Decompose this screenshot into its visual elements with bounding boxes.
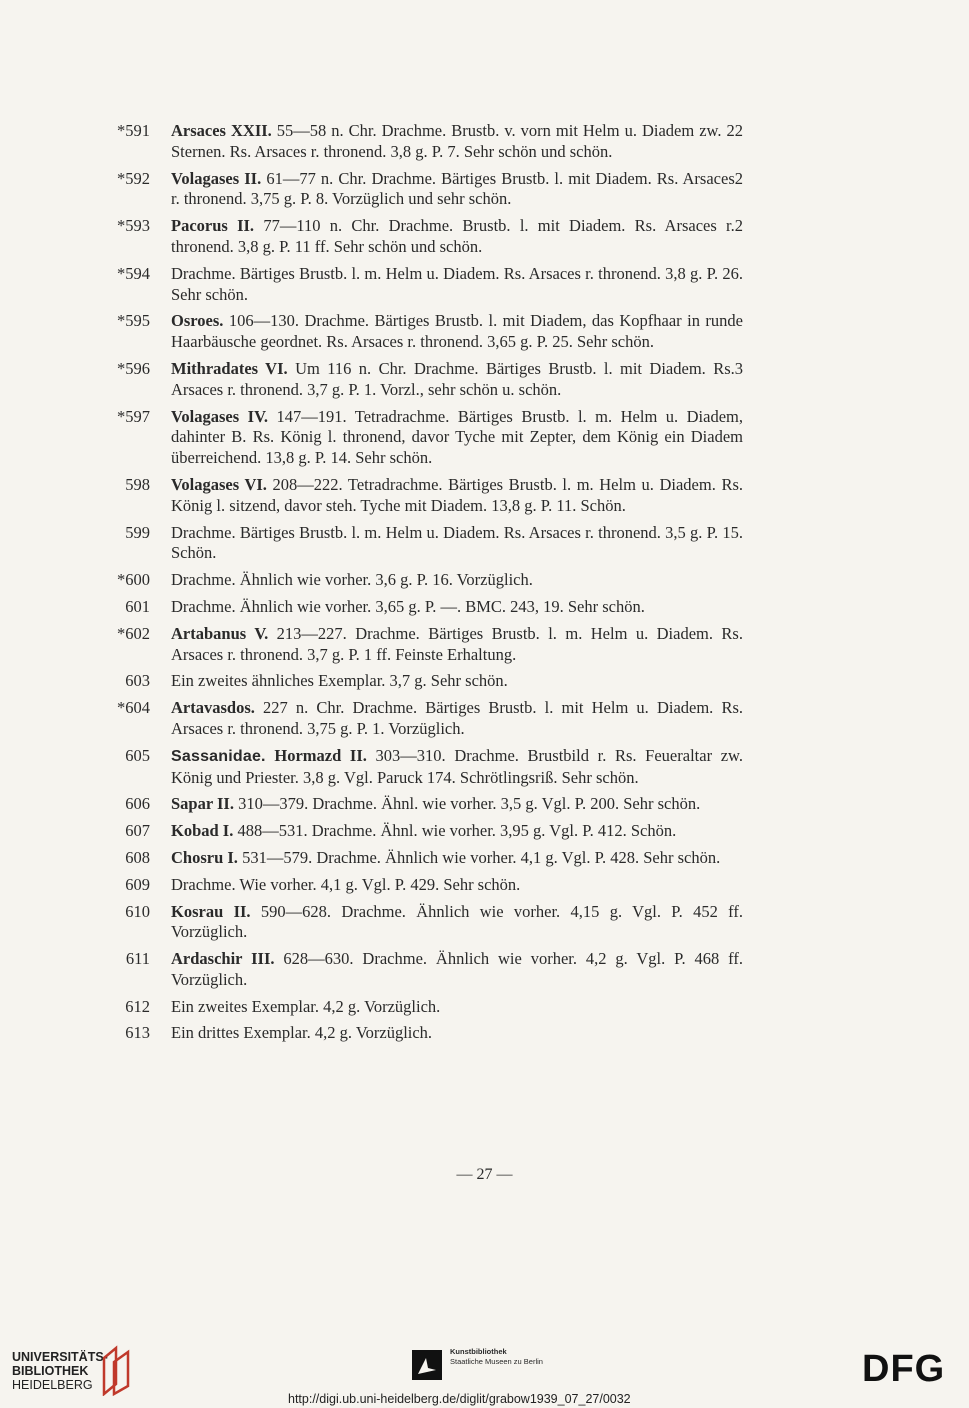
entry-list — [100, 121, 760, 1050]
uni-line-2: BIBLIOTHEK — [12, 1364, 89, 1378]
uni-line-3: HEIDELBERG — [12, 1378, 93, 1392]
entry-description — [171, 264, 743, 306]
catalog-entry — [100, 949, 760, 991]
entry-text: Drachme. Bärtiges Brustb. l. m. Helm u. Diadem. Rs. Arsaces r. thronend. 3,5 g. P. 15. Schön. — [171, 522, 743, 563]
entry-description — [171, 121, 743, 163]
entry-number: *597 — [117, 406, 150, 426]
catalog-entry — [100, 475, 760, 517]
catalog-entry — [100, 997, 760, 1018]
entry-ruler-name: Volagases II. — [171, 168, 262, 188]
entry-number: 612 — [125, 996, 150, 1016]
entry-description — [171, 875, 743, 896]
uni-line-1: UNIVERSITÄTS- — [12, 1350, 108, 1364]
entry-number: *600 — [117, 570, 150, 590]
entry-text: 488—531. Drachme. Ähnl. wie vorher. 3,95 g. Vgl. P. 412. Schön. — [233, 821, 677, 841]
entry-number: 613 — [125, 1023, 150, 1043]
entry-text: 303—310. Drachme. Brustbild r. Rs. Feueraltar zw. König und Priester. 3,8 g. Vgl. Paruck 174. Schrötlingsriß. Sehr schön. — [171, 745, 744, 787]
entry-ruler-name: Hormazd II. — [274, 745, 367, 765]
catalog-entry — [100, 407, 760, 469]
entry-text: Drachme. Ähnlich wie vorher. 3,65 g. P. —. BMC. 243, 19. Sehr schön. — [171, 596, 645, 616]
entry-number: 609 — [125, 874, 150, 894]
entry-ruler-name: Artabanus V. — [171, 623, 269, 643]
uni-heidelberg-logo-text[interactable] — [12, 1350, 108, 1392]
catalog-entry — [100, 746, 760, 789]
entry-number: *591 — [117, 121, 150, 140]
entry-number: 611 — [125, 949, 150, 969]
entry-number: 599 — [125, 522, 150, 542]
page-number: — 27 — — [456, 1166, 513, 1183]
footer — [0, 1330, 969, 1408]
catalog-entry — [100, 216, 760, 258]
entry-text: Drachme. Bärtiges Brustb. l. m. Helm u. Diadem. Rs. Arsaces r. thronend. 3,8 g. P. 26. Sehr schön. — [171, 263, 743, 304]
entry-description — [171, 624, 743, 666]
entry-ruler-name: Chosru I. — [171, 847, 238, 867]
entry-number: 598 — [125, 474, 150, 494]
entry-number: 603 — [125, 671, 150, 691]
entry-ruler-name: Arsaces XXII. — [171, 121, 272, 140]
catalog-entry — [100, 121, 760, 163]
entry-ruler-name: Pacorus II. — [171, 216, 255, 236]
catalog-entry — [100, 875, 760, 896]
entry-text: 106—130. Drachme. Bärtiges Brustb. l. mit Diadem, das Kopfhaar in runde Haarbäusche geordnet. Rs. Arsaces r. thronend. 3,65 g. P. 25. Sehr schön. — [171, 311, 743, 352]
catalog-entry — [100, 848, 760, 869]
entry-number: *595 — [117, 311, 150, 331]
catalog-entry — [100, 570, 760, 591]
entry-ruler-name: Kobad I. — [171, 821, 234, 841]
entry-ruler-name: Sapar II. — [171, 794, 234, 814]
catalog-entry — [100, 1023, 760, 1044]
entry-description — [171, 671, 743, 692]
catalog-entry — [100, 821, 760, 842]
kb-line-2: Staatliche Museen zu Berlin — [450, 1357, 543, 1366]
entry-description — [171, 902, 743, 944]
entry-description — [171, 359, 743, 401]
catalog-entry — [100, 698, 760, 740]
entry-description — [171, 746, 743, 789]
entry-text: Drachme. Wie vorher. 4,1 g. Vgl. P. 429. Sehr schön. — [171, 874, 521, 894]
catalog-entry — [100, 624, 760, 666]
catalog-entry — [100, 671, 760, 692]
source-url[interactable]: http://digi.ub.uni-heidelberg.de/diglit/grabow1939_07_27/0032 — [288, 1392, 631, 1406]
entry-number: *594 — [117, 263, 150, 283]
entry-dynasty: Sassanidae. — [171, 747, 266, 765]
entry-description — [171, 848, 743, 869]
entry-description — [171, 949, 743, 991]
entry-number: *604 — [117, 698, 150, 718]
entry-number: *596 — [117, 358, 150, 378]
catalog-entry — [100, 523, 760, 565]
entry-description — [171, 311, 743, 353]
entry-text: 310—379. Drachme. Ähnl. wie vorher. 3,5 g. Vgl. P. 200. Sehr schön. — [233, 794, 701, 814]
entry-ruler-name: Ardaschir III. — [171, 949, 275, 969]
entry-grade: 3 — [734, 358, 743, 378]
entry-number: *602 — [117, 623, 150, 643]
entry-text: Um 116 n. Chr. Drachme. Bärtiges Brustb. l. mit Diadem. Rs. Arsaces r. thronend. 3,7 g. P. 1. Vorzl., sehr schön u. schön. — [171, 358, 735, 399]
entry-description — [171, 794, 743, 815]
entry-grade: 2 — [734, 168, 743, 188]
entry-description — [171, 216, 743, 258]
entry-number: 607 — [125, 821, 150, 841]
entry-ruler-name: Volagases IV. — [171, 406, 268, 426]
entry-grade: 2 — [734, 121, 743, 140]
entry-ruler-name: Mithradates VI. — [171, 358, 288, 378]
catalog-entry — [100, 311, 760, 353]
entry-description — [171, 698, 743, 740]
entry-number: 606 — [125, 794, 150, 814]
entry-text: 628—630. Drachme. Ähnlich wie vorher. 4,2 g. Vgl. P. 468 ff. Vorzüglich. — [171, 949, 744, 989]
entry-description — [171, 997, 743, 1018]
dfg-logo[interactable]: DFG — [862, 1348, 946, 1390]
entry-text: Drachme. Ähnlich wie vorher. 3,6 g. P. 16. Vorzüglich. — [171, 570, 533, 590]
catalog-entry — [100, 264, 760, 306]
catalog-entry — [100, 169, 760, 211]
entry-description — [171, 597, 743, 618]
kunstbibliothek-icon — [412, 1350, 442, 1380]
entry-ruler-name: Osroes. — [171, 311, 224, 331]
entry-number: 610 — [125, 901, 150, 921]
entry-description — [171, 821, 743, 842]
entry-text: 531—579. Drachme. Ähnlich wie vorher. 4,1 g. Vgl. P. 428. Sehr schön. — [237, 847, 721, 867]
entry-number: 608 — [125, 847, 150, 867]
entry-text: 213—227. Drachme. Bärtiges Brustb. l. m. Helm u. Diadem. Rs. Arsaces r. thronend. 3,7 g. P. 1 ff. Feinste Erhaltung. — [171, 623, 743, 664]
entry-ruler-name: Kosrau II. — [171, 901, 251, 921]
entry-description — [171, 523, 743, 565]
entry-number: 601 — [125, 596, 150, 616]
entry-description — [171, 407, 743, 469]
entry-text: Ein zweites ähnliches Exemplar. 3,7 g. Sehr schön. — [171, 671, 508, 691]
catalog-entry — [100, 902, 760, 944]
catalog-entry — [100, 794, 760, 815]
uni-heidelberg-logo-icon — [100, 1344, 136, 1396]
catalog-entry — [100, 597, 760, 618]
entry-description — [171, 1023, 743, 1044]
entry-text: 77—110 n. Chr. Drachme. Brustb. l. mit Diadem. Rs. Arsaces r. thronend. 3,8 g. P. 11 ff. Sehr schön und schön. — [171, 216, 735, 256]
entry-description — [171, 570, 743, 591]
entry-ruler-name: Artavasdos. — [171, 698, 255, 718]
catalog-entry — [100, 359, 760, 401]
entry-grade: 2 — [734, 216, 743, 236]
entry-number: 605 — [125, 745, 150, 765]
entry-text: 55—58 n. Chr. Drachme. Brustb. v. vorn mit Helm u. Diadem zw. 2 Sternen. Rs. Arsaces r. thronend. 3,8 g. P. 7. Sehr schön und schön. — [171, 121, 735, 161]
entry-description — [171, 475, 743, 517]
entry-text: 590—628. Drachme. Ähnlich wie vorher. 4,15 g. Vgl. P. 452 ff. Vorzüglich. — [171, 901, 743, 942]
entry-text: 227 n. Chr. Drachme. Bärtiges Brustb. l. mit Helm u. Diadem. Rs. Arsaces r. thronend. 3,75 g. P. 1. Vorzüglich. — [171, 698, 743, 738]
entry-number: *593 — [117, 216, 150, 236]
entry-text: Ein drittes Exemplar. 4,2 g. Vorzüglich. — [171, 1023, 433, 1043]
entry-description — [171, 169, 743, 211]
entry-text: 147—191. Tetradrachme. Bärtiges Brustb. l. m. Helm u. Diadem, dahinter B. Rs. König l. thronend, davor Tyche mit Zepter, dem König ein Diadem überreichend. 13,8 g. P. 14. Sehr schön. — [171, 406, 743, 468]
entry-text: 208—222. Tetradrachme. Bärtiges Brustb. l. m. Helm u. Diadem. Rs. König l. sitzend, davor steh. Tyche mit Diadem. 13,8 g. P. 11. Schön. — [171, 474, 743, 515]
entry-text: 61—77 n. Chr. Drachme. Bärtiges Brustb. l. mit Diadem. Rs. Arsaces r. thronend. 3,75 g. P. 8. Vorzüglich und sehr schön. — [171, 168, 735, 209]
kb-line-1: Kunstbibliothek — [450, 1347, 507, 1356]
entry-number: *592 — [117, 168, 150, 188]
entry-ruler-name: Volagases VI. — [171, 474, 267, 494]
entry-text: Ein zweites Exemplar. 4,2 g. Vorzüglich. — [171, 996, 441, 1016]
